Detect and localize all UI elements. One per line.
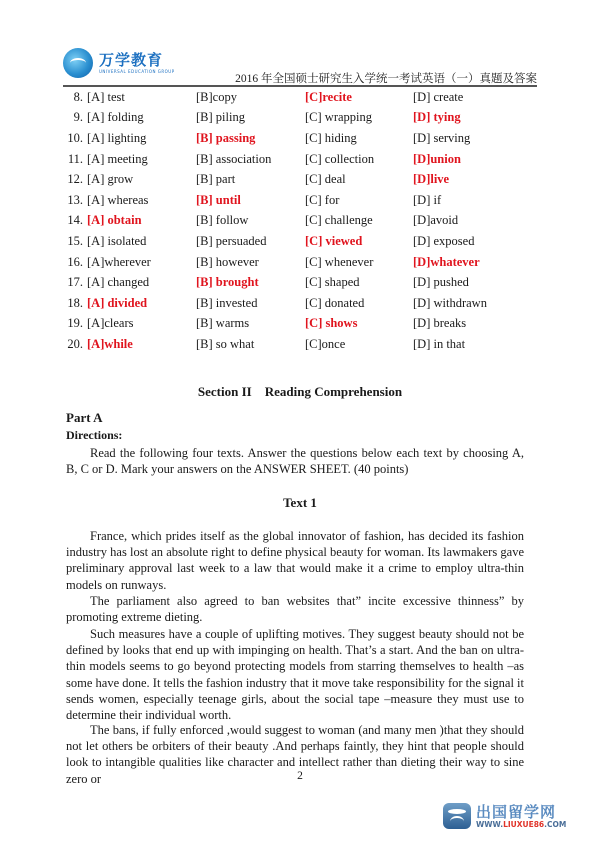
answer-row [63, 169, 537, 190]
question-number: 19. [67, 316, 83, 331]
option: 13. [A] whereas [63, 193, 196, 208]
question-number: 12. [67, 172, 83, 187]
option: [C] wrapping [305, 110, 372, 125]
logo [63, 48, 175, 78]
option: [B]copy [196, 89, 237, 104]
option: 12. [A] grow [63, 172, 196, 187]
answer-row [63, 149, 537, 170]
answer-row [63, 87, 537, 108]
option: [B] however [196, 254, 259, 269]
option: [D] serving [413, 130, 471, 145]
directions-text: Read the following four texts. Answer the questions below each text by choosing A, B, C or D. Mark your answers on the ANSWER SHEET. (40 points) [66, 446, 524, 477]
option: 9. [A] folding [63, 110, 196, 125]
option: 10. [A] lighting [63, 131, 196, 146]
answer-row [63, 190, 537, 211]
question-number: 8. [73, 89, 83, 104]
correct-option: 14. [A] obtain [63, 213, 196, 228]
question-number: 13. [67, 192, 83, 207]
option: [C] collection [305, 151, 375, 166]
correct-option: 18. [A] divided [63, 296, 196, 311]
document-title: 2016 年全国硕士研究生入学统一考试英语（一）真题及答案 [235, 73, 537, 85]
option: [C] shaped [305, 275, 360, 290]
answer-row [63, 272, 537, 293]
correct-option: [C]recite [305, 89, 352, 104]
question-number: 17. [67, 275, 83, 290]
option: [C] hiding [305, 130, 357, 145]
option: [C]once [305, 336, 346, 351]
correct-option: [D]live [413, 172, 450, 187]
answer-row [63, 293, 537, 314]
correct-option: [B] passing [196, 130, 256, 145]
watermark-logo-icon [443, 803, 471, 829]
option: [B] follow [196, 213, 249, 228]
correct-option: [B] brought [196, 275, 259, 290]
option: [B] association [196, 151, 272, 166]
question-number: 11. [67, 151, 83, 166]
answer-row [63, 231, 537, 252]
answer-row [63, 108, 537, 129]
text-title: Text 1 [283, 495, 317, 510]
option: [D]avoid [413, 213, 459, 228]
option: 11. [A] meeting [63, 152, 196, 167]
option: [B] piling [196, 110, 245, 125]
question-number: 14. [67, 213, 83, 228]
logo-globe-icon [63, 48, 93, 78]
correct-option: [D]whatever [413, 254, 480, 269]
option: [B] part [196, 172, 236, 187]
part-heading: Part A [66, 410, 103, 425]
option: [B] so what [196, 336, 255, 351]
logo-english-name: UNIVERSAL EDUCATION GROUP [99, 69, 175, 74]
question-number: 20. [67, 336, 83, 351]
answer-key-table [63, 87, 537, 355]
correct-option: [C] viewed [305, 233, 363, 248]
watermark [443, 803, 566, 829]
correct-option: 20. [A]while [63, 337, 196, 352]
answer-row [63, 252, 537, 273]
option: [D] exposed [413, 233, 475, 248]
page-header [63, 48, 537, 88]
option: [D] if [413, 192, 442, 207]
paragraph-3: Such measures have a couple of uplifting motives. They suggest beauty should not be defined by looks that end up with impinging on health. That’s a start. And the ban on ultra-thin models seems to go beyond protecting models from starring themselves to health –as some have done. It tells the fashion industry that it move take responsibility for the signal it sends women, especially teenage girls, about the social tape –measure they must use to determine their individual worth. [66, 627, 524, 723]
answer-row [63, 211, 537, 232]
option: [B] invested [196, 295, 258, 310]
watermark-url: WWW.LIUXUE86.COM [476, 819, 567, 829]
option: [D] withdrawn [413, 295, 487, 310]
option: 15. [A] isolated [63, 234, 196, 249]
option: [B] persuaded [196, 233, 267, 248]
option: 19. [A]clears [63, 316, 196, 331]
paragraph-1: France, which prides itself as the global innovator of fashion, has decided its fashion industry has lost an absolute right to define physical beauty for woman. Its lawmakers gave preliminary approval last week to a law that would make it a crime to employ ultra-thin models on runways. [66, 529, 524, 592]
paragraph-2: The parliament also agreed to ban websites that” incite excessive thinness” by promoting extreme dieting. [66, 594, 524, 625]
answer-row [63, 314, 537, 335]
option: [C] for [305, 192, 340, 207]
option: 17. [A] changed [63, 275, 196, 290]
logo-chinese-name: 万学教育 [99, 51, 164, 69]
option: [C] donated [305, 295, 365, 310]
directions-label: Directions: [66, 428, 123, 442]
option: [D] create [413, 89, 464, 104]
option: [D] breaks [413, 316, 467, 331]
option: 8. [A] test [63, 90, 196, 105]
option: [C] deal [305, 172, 346, 187]
correct-option: [D] tying [413, 110, 461, 125]
watermark-chinese: 出国留学网 [476, 802, 557, 821]
correct-option: [D]union [413, 151, 461, 166]
option: [C] challenge [305, 213, 373, 228]
answer-row [63, 334, 537, 355]
question-number: 16. [67, 254, 83, 269]
option: 16. [A]wherever [63, 255, 196, 270]
question-number: 15. [67, 233, 83, 248]
option: [B] warms [196, 316, 250, 331]
section-title: Section II Reading Comprehension [197, 384, 403, 399]
answer-row [63, 128, 537, 149]
question-number: 18. [67, 295, 83, 310]
correct-option: [B] until [196, 192, 241, 207]
correct-option: [C] shows [305, 316, 358, 331]
option: [C] whenever [305, 254, 374, 269]
option: [D] in that [413, 336, 466, 351]
question-number: 10. [67, 130, 83, 145]
option: [D] pushed [413, 275, 469, 290]
paragraph-4: The bans, if fully enforced ,would suggest to woman (and many men )that they should not let others be orbiters of their beauty .And perhaps faintly, they hint that people should look to intangible qualities like character and intellect rather than dieting their way to sine zero or [66, 723, 524, 786]
page-number: 2 [297, 770, 303, 782]
question-number: 9. [73, 110, 83, 125]
